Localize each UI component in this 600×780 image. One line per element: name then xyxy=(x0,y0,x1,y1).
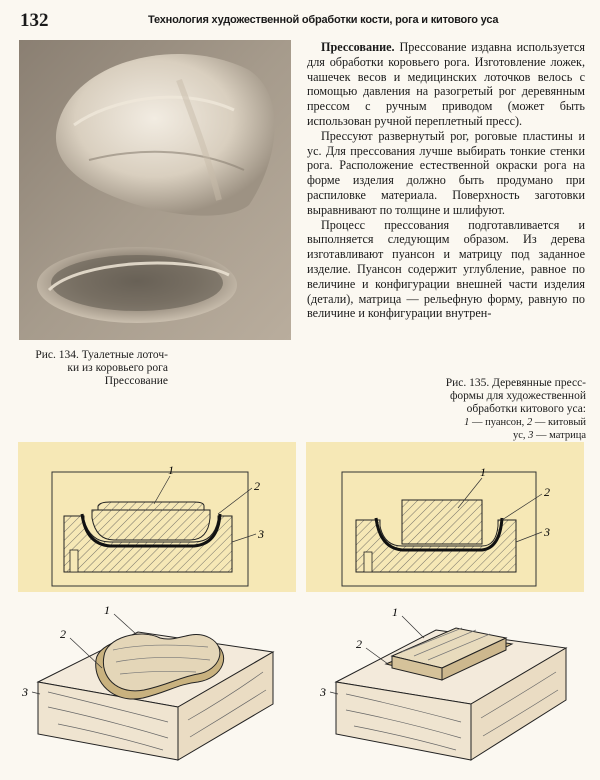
fig-left-label-3: 3 xyxy=(258,527,264,541)
fig-right-label-2: 2 xyxy=(544,485,550,499)
paragraph-2: Прессуют развернутый рог, роговые пластины и ус. Для прессования лучше выбирать тонкие стенки рога. Расположение естественной окраски рога на форме изделия должно быть продумано при распиловке материала. Поверхность заготовки выравнивают по толщине и шлифуют. xyxy=(307,128,585,217)
caption-134-line3: Прессование xyxy=(104,375,168,387)
legend-num-3: 3 xyxy=(528,430,534,441)
caption-135-line2: формы для художественной xyxy=(449,390,586,402)
page-number: 132 xyxy=(20,10,49,31)
press-form-block-figure xyxy=(306,442,584,768)
paragraph-1 xyxy=(307,40,585,129)
article-body xyxy=(307,40,585,321)
legend-text-1: — пуансон, xyxy=(469,417,527,428)
caption-135-line1: Рис. 135. Деревянные пресс- xyxy=(445,377,586,389)
fig-right-label-1: 1 xyxy=(480,465,486,479)
caption-134-line2: ки из коровьего рога xyxy=(67,362,168,374)
legend-text-2: — китовый xyxy=(532,417,586,428)
fig-right-3d-label-2: 2 xyxy=(356,637,362,651)
caption-135-legend-2 xyxy=(400,429,586,442)
caption-135-legend-1 xyxy=(400,416,586,429)
paragraph-1-text: Прессование издавна используется для обработки коровьего рога. Изготовление ложек, чашечек весов и медицинских лоточков велось с помощью давления на разогретый рог деревянным прессом с ручным приводом (может быть использован ручной переплетный пресс). xyxy=(307,40,585,128)
fig-right-label-3: 3 xyxy=(544,525,550,539)
fig-right-3d-label-3: 3 xyxy=(320,685,326,699)
caption-135-line3: обработки китового уса: xyxy=(466,403,586,415)
horn-trays-photo xyxy=(19,40,291,340)
running-head: Технология художественной обработки кости, рога и китового уса xyxy=(148,14,499,26)
legend-text-4: — матрица xyxy=(533,430,586,441)
fig-left-3d-label-2: 2 xyxy=(60,627,66,641)
figure-135-caption xyxy=(400,377,586,442)
fig-left-label-1: 1 xyxy=(168,463,174,477)
legend-num-1: 1 xyxy=(464,417,470,428)
legend-num-2: 2 xyxy=(526,417,533,428)
section-heading: Прессование. xyxy=(321,40,395,54)
fig-left-3d-label-3: 3 xyxy=(22,685,28,699)
fig-left-3d-label-1: 1 xyxy=(104,603,110,617)
figure-134-caption xyxy=(18,349,168,388)
fig-right-3d-label-1: 1 xyxy=(392,605,398,619)
paragraph-3: Процесс прессования подготавливается и выполняется следующим образом. Из дерева изготавливают пуансон и матрицу под заданное изделие. Пуансон содержит углубление, равное по величине и конфигурации внешней части изделия (детали), матрица — рельефную форму, равную по величине и конфигурации внутрен- xyxy=(307,217,585,321)
caption-134-line1: Рис. 134. Туалетные лоточ- xyxy=(35,349,168,361)
press-form-tray-figure xyxy=(18,442,296,768)
fig-left-label-2: 2 xyxy=(254,479,260,493)
legend-text-3: ус, xyxy=(513,430,529,441)
